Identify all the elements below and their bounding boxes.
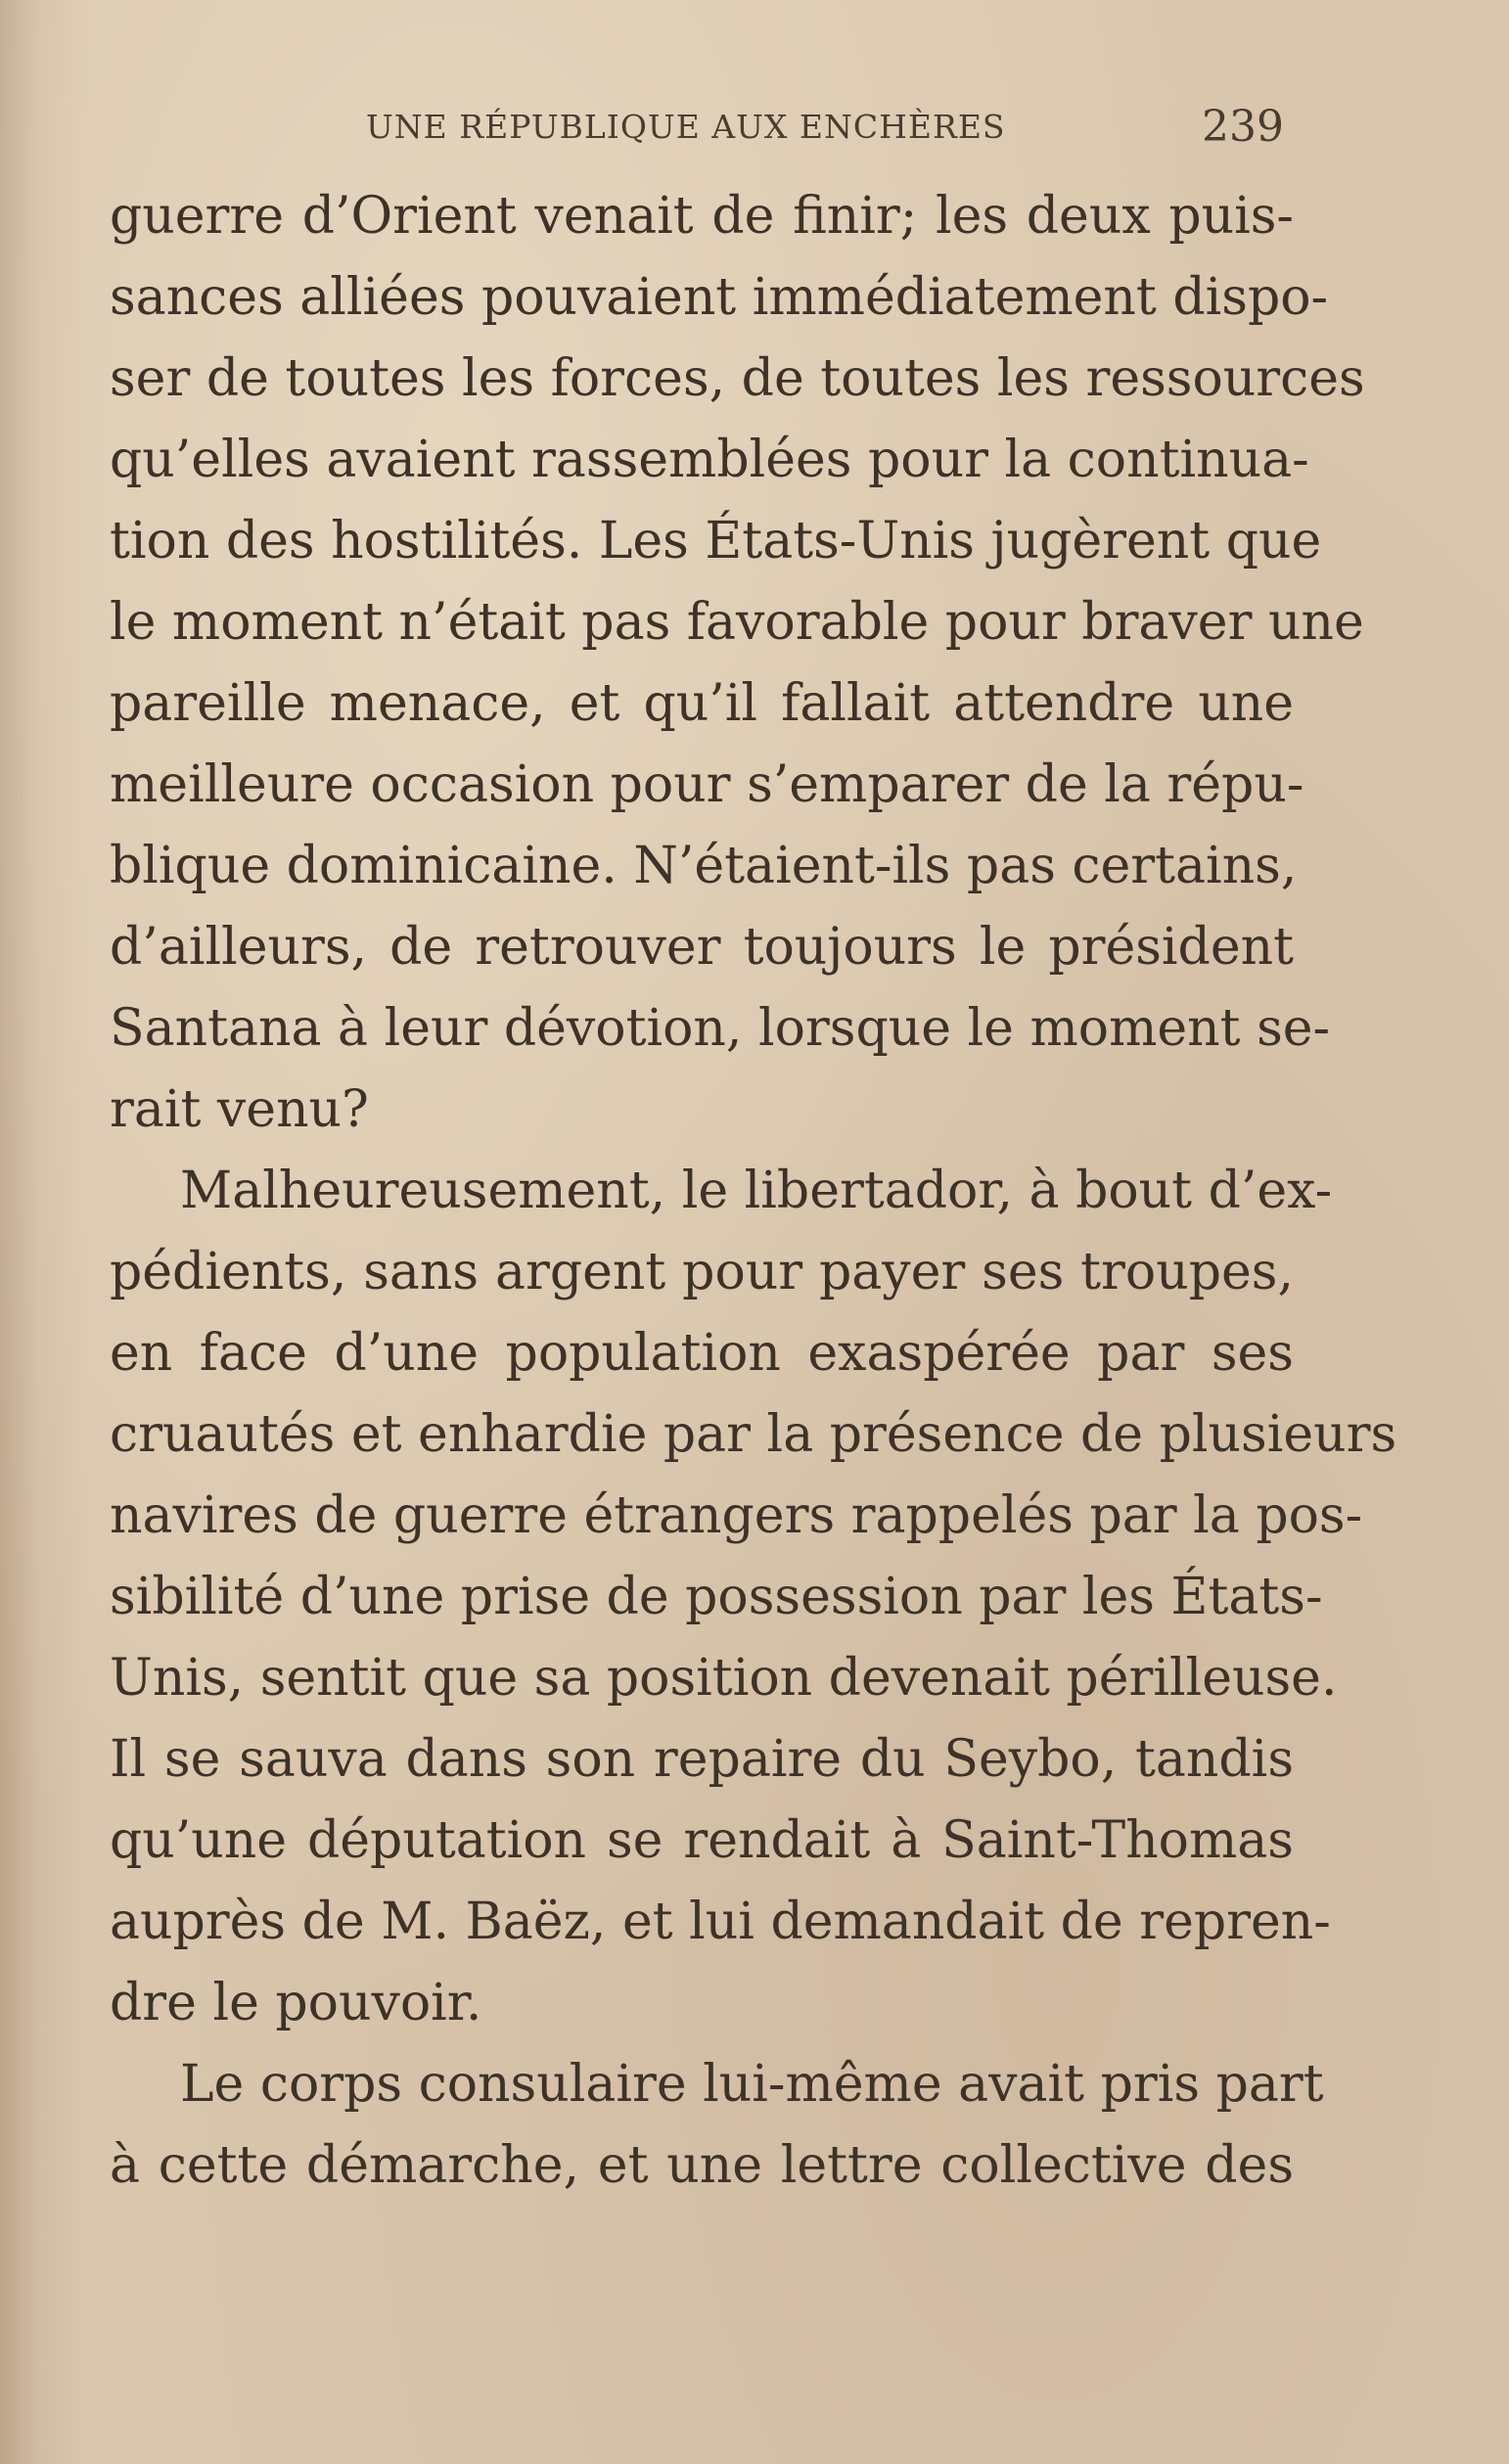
paragraph-start-line: Malheureusement, le libertador, à bout d’ex- — [180, 1162, 1333, 1220]
text-line: pédients, sans argent pour payer ses troupes, — [110, 1243, 1294, 1301]
text-line: Unis, sentit que sa position devenait périlleuse. — [110, 1649, 1338, 1708]
paragraph-start-line: Le corps consulaire lui-même avait pris part — [180, 2055, 1324, 2114]
text-line: le moment n’était pas favorable pour braver une — [110, 593, 1364, 652]
text-line: meilleure occasion pour s’emparer de la répu- — [110, 755, 1304, 814]
text-line: en face d’une population exaspérée par ses — [110, 1324, 1294, 1383]
text-line: Santana à leur dévotion, lorsque le moment se- — [110, 999, 1331, 1058]
text-line: sibilité d’une prise de possession par les États- — [110, 1568, 1323, 1626]
text-line: rait venu? — [110, 1080, 369, 1139]
text-line: sances alliées pouvaient immédiatement dispo- — [110, 268, 1329, 327]
text-line: cruautés et enhardie par la présence de plusieurs — [110, 1405, 1397, 1464]
text-line: dre le pouvoir. — [110, 1974, 482, 2032]
text-line: d’ailleurs, de retrouver toujours le président — [110, 918, 1294, 977]
text-line: Il se sauva dans son repaire du Seybo, tandis — [110, 1730, 1294, 1789]
running-head — [110, 98, 1284, 157]
text-line: ser de toutes les forces, de toutes les ressources — [110, 349, 1365, 408]
body-text — [110, 176, 1397, 2207]
page-number: 239 — [1202, 102, 1284, 152]
text-line: qu’elles avaient rassemblées pour la continua- — [110, 431, 1309, 489]
text-line: auprès de M. Baëz, et lui demandait de repren- — [110, 1893, 1331, 1951]
text-line: qu’une députation se rendait à Saint-Thomas — [110, 1811, 1294, 1870]
text-line: pareille menace, et qu’il fallait attendre une — [110, 674, 1294, 733]
running-title: UNE RÉPUBLIQUE AUX ENCHÈRES — [366, 108, 1006, 146]
text-line: à cette démarche, et une lettre collective des — [110, 2136, 1294, 2195]
text-line: navires de guerre étrangers rappelés par la pos- — [110, 1486, 1363, 1545]
text-line: blique dominicaine. N’étaient-ils pas certains, — [110, 837, 1298, 895]
text-line: guerre d’Orient venait de finir; les deux puis- — [110, 187, 1294, 246]
text-line: tion des hostilités. Les États-Unis jugèrent que — [110, 512, 1322, 570]
